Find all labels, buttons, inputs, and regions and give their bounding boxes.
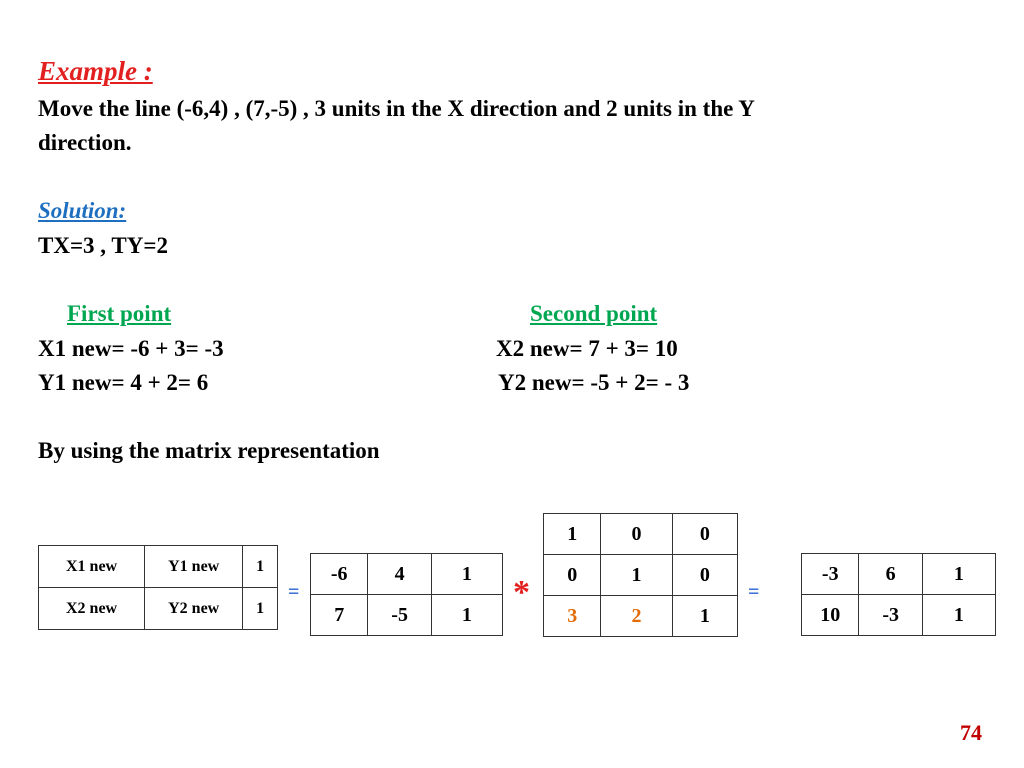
matrix-row bbox=[39, 588, 278, 630]
matrix-row bbox=[311, 595, 503, 636]
matrix-cell: X1 new bbox=[39, 546, 145, 588]
second-point-y-equation: Y2 new= -5 + 2= - 3 bbox=[498, 370, 690, 395]
matrix-cell: 1 bbox=[544, 514, 601, 555]
matrix-cell: 1 bbox=[431, 554, 502, 595]
second-point-heading: Second point bbox=[530, 301, 658, 326]
matrix-row bbox=[544, 555, 738, 596]
answer-matrix bbox=[801, 553, 996, 636]
matrix-row bbox=[544, 596, 738, 637]
matrix-row bbox=[544, 514, 738, 555]
first-point-y-equation: Y1 new= 4 + 2= 6 bbox=[38, 370, 209, 395]
matrix-cell: Y1 new bbox=[145, 546, 243, 588]
matrix-cell: 1 bbox=[922, 595, 995, 636]
matrix-cell: 7 bbox=[311, 595, 368, 636]
matrix-caption: By using the matrix representation bbox=[38, 438, 380, 463]
matrix-cell: 1 bbox=[601, 555, 672, 596]
matrix-row bbox=[311, 554, 503, 595]
first-point-heading: First point bbox=[67, 301, 172, 326]
matrix-cell: -5 bbox=[368, 595, 431, 636]
points-matrix bbox=[310, 553, 503, 636]
result-matrix bbox=[38, 545, 278, 630]
matrix-cell: 4 bbox=[368, 554, 431, 595]
matrix-cell: -3 bbox=[859, 595, 922, 636]
problem-statement-line-1: Move the line (-6,4) , (7,-5) , 3 units in the X direction and 2 units in the Y bbox=[38, 96, 755, 121]
matrix-cell: -3 bbox=[802, 554, 859, 595]
matrix-cell: 10 bbox=[802, 595, 859, 636]
page-number: 74 bbox=[960, 720, 982, 745]
matrix-cell: 1 bbox=[672, 596, 737, 637]
matrix-cell: 0 bbox=[601, 514, 672, 555]
matrix-cell: 1 bbox=[922, 554, 995, 595]
example-heading: Example : bbox=[38, 56, 153, 86]
translation-values: TX=3 , TY=2 bbox=[38, 233, 168, 258]
matrix-cell: 1 bbox=[431, 595, 502, 636]
matrix-cell: 0 bbox=[544, 555, 601, 596]
matrix-row bbox=[802, 595, 996, 636]
matrix-cell: 0 bbox=[672, 555, 737, 596]
matrix-cell: X2 new bbox=[39, 588, 145, 630]
solution-heading: Solution: bbox=[38, 198, 127, 223]
matrix-cell-tx: 3 bbox=[544, 596, 601, 637]
matrix-cell-ty: 2 bbox=[601, 596, 672, 637]
matrix-row bbox=[802, 554, 996, 595]
first-point-x-equation: X1 new= -6 + 3= -3 bbox=[38, 336, 224, 361]
matrix-cell: -6 bbox=[311, 554, 368, 595]
matrix-cell: 0 bbox=[672, 514, 737, 555]
matrix-cell: 1 bbox=[243, 546, 278, 588]
matrix-cell: 6 bbox=[859, 554, 922, 595]
multiply-sign: * bbox=[513, 574, 530, 611]
equals-sign: = bbox=[288, 581, 300, 603]
second-point-x-equation: X2 new= 7 + 3= 10 bbox=[496, 336, 678, 361]
translation-matrix bbox=[543, 513, 738, 637]
matrix-cell: Y2 new bbox=[145, 588, 243, 630]
matrix-row bbox=[39, 546, 278, 588]
equals-sign: = bbox=[748, 581, 760, 603]
problem-statement-line-2: direction. bbox=[38, 130, 132, 155]
matrix-cell: 1 bbox=[243, 588, 278, 630]
